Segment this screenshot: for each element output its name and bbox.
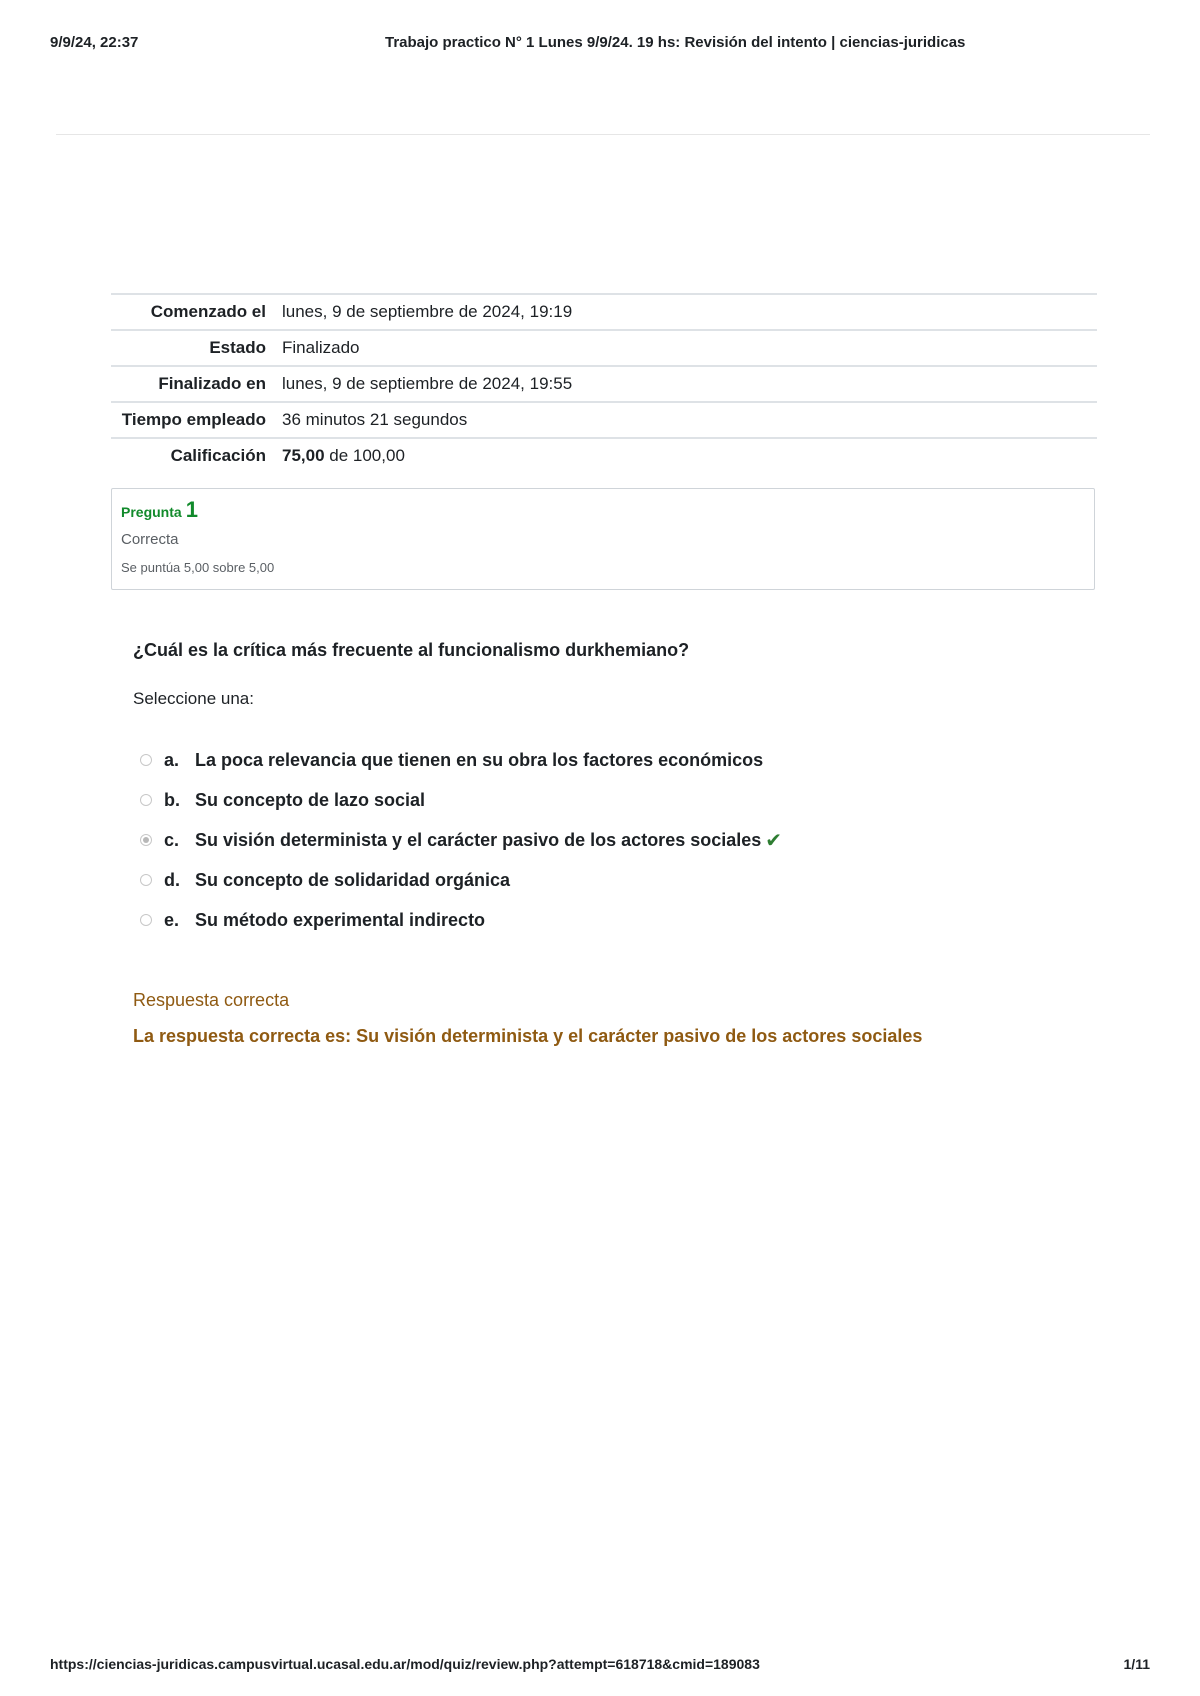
grade-score: 75,00 [282, 446, 325, 465]
answer-letter: d. [164, 869, 180, 890]
summary-label: Tiempo empleado [121, 410, 266, 429]
question-info-box [111, 488, 1095, 590]
page-number: 1/11 [1123, 1656, 1150, 1672]
right-answer-text: La respuesta correcta es: Su visión determinista y el carácter pasivo de los actores sociales [133, 1026, 923, 1046]
summary-label: Finalizado en [158, 374, 266, 393]
summary-label: Calificación [170, 446, 266, 465]
summary-row [111, 366, 1097, 402]
answer-text: Su método experimental indirecto [195, 909, 486, 930]
answer-option-b[interactable] [140, 780, 782, 820]
answer-option-e[interactable] [140, 900, 782, 940]
radio-button-selected[interactable] [140, 834, 152, 846]
question-number-value: 1 [185, 497, 198, 522]
answer-text: Su concepto de lazo social [195, 789, 426, 810]
grade-total: de 100,00 [324, 446, 405, 465]
print-url: https://ciencias-juridicas.campusvirtual.ucasal.edu.ar/mod/quiz/review.php?attempt=618718&cmid=189083 [50, 1656, 760, 1672]
answer-option-d[interactable] [140, 860, 782, 900]
radio-button[interactable] [140, 874, 152, 886]
feedback-text: Respuesta correcta [133, 990, 290, 1010]
feedback-box [133, 990, 922, 1047]
answer-option-c[interactable] [140, 820, 782, 860]
answer-text: Su concepto de solidaridad orgánica [195, 869, 511, 890]
summary-label: Estado [209, 338, 266, 357]
attempt-summary-table [111, 293, 1097, 473]
summary-row [111, 438, 1097, 473]
question-label: Pregunta [121, 504, 182, 520]
radio-button[interactable] [140, 754, 152, 766]
print-title: Trabajo practico N° 1 Lunes 9/9/24. 19 hs: Revisión del intento | ciencias-juridicas [385, 34, 966, 51]
print-date: 9/9/24, 22:37 [50, 34, 139, 51]
summary-value: lunes, 9 de septiembre de 2024, 19:19 [282, 302, 573, 321]
radio-button[interactable] [140, 794, 152, 806]
summary-value: Finalizado [282, 338, 360, 357]
answer-letter: b. [164, 789, 180, 810]
answer-text: Su visión determinista y el carácter pasivo de los actores sociales [195, 829, 762, 850]
question-number [121, 497, 1085, 523]
summary-label: Comenzado el [150, 302, 266, 321]
print-header [50, 34, 1150, 54]
question-grade: Se puntúa 5,00 sobre 5,00 [121, 560, 275, 575]
answer-letter: a. [164, 749, 180, 770]
answer-letter: c. [164, 829, 180, 850]
summary-value: 36 minutos 21 segundos [282, 410, 468, 429]
answer-list [140, 740, 782, 940]
radio-button[interactable] [140, 914, 152, 926]
answer-prompt: Seleccione una: [133, 689, 254, 708]
question-text: ¿Cuál es la crítica más frecuente al funcionalismo durkhemiano? [133, 640, 690, 660]
summary-value [282, 438, 1097, 473]
answer-text: La poca relevancia que tienen en su obra los factores económicos [195, 749, 764, 770]
header-divider [56, 134, 1150, 135]
answer-option-a[interactable] [140, 740, 782, 780]
summary-row [111, 402, 1097, 438]
answer-letter: e. [164, 909, 180, 930]
summary-row [111, 294, 1097, 330]
checkmark-icon: ✔ [765, 829, 783, 852]
summary-row [111, 330, 1097, 366]
question-state: Correcta [121, 531, 179, 548]
print-footer [50, 1656, 1150, 1676]
summary-value: lunes, 9 de septiembre de 2024, 19:55 [282, 374, 573, 393]
